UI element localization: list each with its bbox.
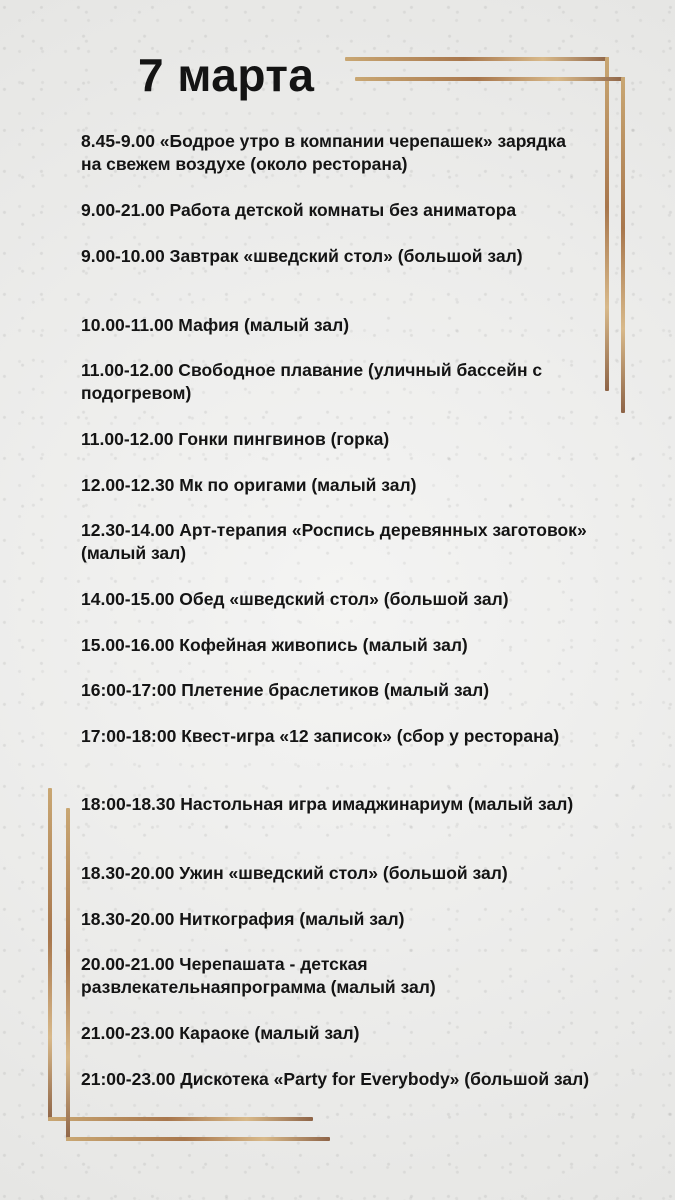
schedule-item: 11.00-12.00 Гонки пингвинов (горка) xyxy=(81,429,390,449)
schedule-item: 18:00-18.30 Настольная игра имаджинариум (малый зал) xyxy=(81,794,574,814)
frame-top-outer-line xyxy=(345,57,609,61)
schedule-item: 14.00-15.00 Обед «шведский стол» (большой зал) xyxy=(81,589,509,609)
schedule-item: 10.00-11.00 Мафия (малый зал) xyxy=(81,315,350,335)
schedule-item: 16:00-17:00 Плетение браслетиков (малый зал) xyxy=(81,680,490,700)
schedule-item: 9.00-21.00 Работа детской комнаты без аниматора xyxy=(81,200,517,220)
schedule-item: 17:00-18:00 Квест-игра «12 записок» (сбор у ресторана) xyxy=(81,726,560,746)
frame-right-inner-line xyxy=(621,77,625,413)
schedule-item: 20.00-21.00 Черепашата - детская развлекательнаяпрограмма (малый зал) xyxy=(81,954,436,997)
frame-left-outer-line xyxy=(48,788,52,1121)
frame-left-inner-line xyxy=(66,808,70,1141)
schedule-item: 18.30-20.00 Ниткография (малый зал) xyxy=(81,909,405,929)
schedule-item: 12.00-12.30 Мк по оригами (малый зал) xyxy=(81,475,417,495)
schedule-item: 11.00-12.00 Свободное плавание (уличный бассейн с подогревом) xyxy=(81,360,543,403)
frame-bottom-inner-line xyxy=(66,1137,330,1141)
schedule-item: 21:00-23.00 Дискотека «Party for Everybody» (большой зал) xyxy=(81,1069,590,1089)
schedule-item: 15.00-16.00 Кофейная живопись (малый зал) xyxy=(81,635,468,655)
schedule-item: 18.30-20.00 Ужин «шведский стол» (большой зал) xyxy=(81,863,508,883)
page-title: 7 марта xyxy=(138,49,315,101)
schedule-item: 12.30-14.00 Арт-терапия «Роспись деревянных заготовок» (малый зал) xyxy=(81,520,587,563)
schedule-item: 8.45-9.00 «Бодрое утро в компании черепашек» зарядка на свежем воздухе (около ресторана) xyxy=(81,131,566,174)
schedule-item: 9.00-10.00 Завтрак «шведский стол» (большой зал) xyxy=(81,246,523,266)
schedule-item: 21.00-23.00 Караоке (малый зал) xyxy=(81,1023,360,1043)
frame-right-outer-line xyxy=(605,57,609,391)
frame-bottom-outer-line xyxy=(48,1117,313,1121)
frame-top-inner-line xyxy=(355,77,625,81)
